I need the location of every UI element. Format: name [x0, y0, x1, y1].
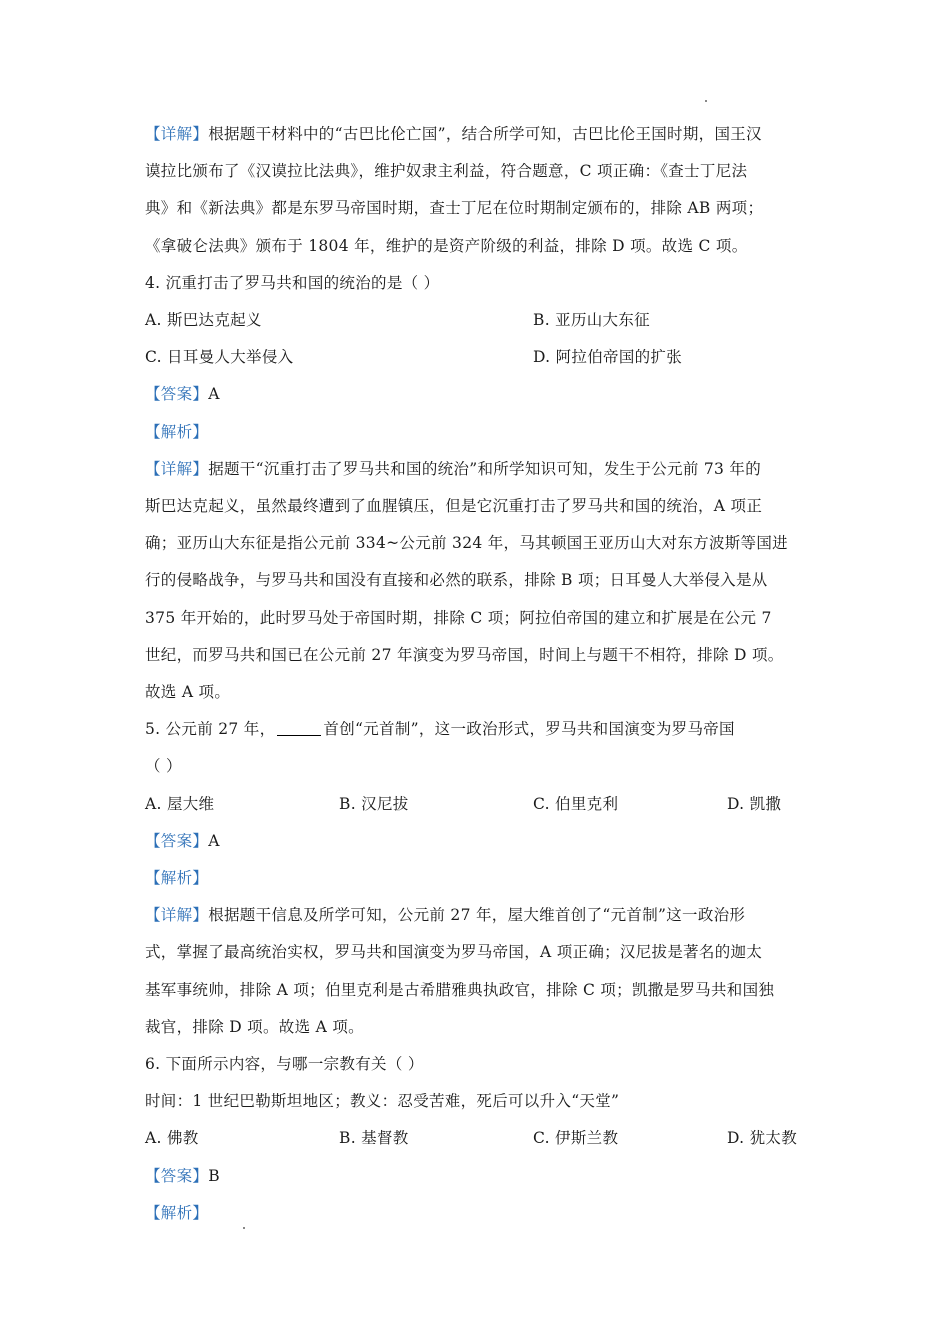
options-row [145, 786, 810, 823]
analysis-label: 【解析】 [145, 1203, 209, 1222]
options-row [145, 1120, 810, 1157]
question-info: 时间：1 世纪巴勒斯坦地区；教义：忍受苦难，死后可以升入“天堂” [145, 1092, 620, 1111]
answer-label: 【答案】 [145, 385, 209, 404]
explain-text: 行的侵略战争，与罗马共和国没有直接和必然的联系，排除 B 项；日耳曼人大举侵入是从 [145, 571, 768, 590]
fill-blank [277, 719, 321, 736]
option-d: D. 凯撒 [727, 794, 782, 813]
question-stem: 5. 公元前 27 年， 首创“元首制”，这一政治形式，罗马共和国演变为罗马帝国 [145, 720, 735, 739]
option-b: B. 基督教 [339, 1129, 409, 1148]
explain-label: 【详解】 [145, 906, 209, 925]
explain-text: 斯巴达克起义，虽然最终遭到了血腥镇压，但是它沉重打击了罗马共和国的统治，A 项正 [145, 497, 763, 516]
explain-text: 谟拉比颁布了《汉谟拉比法典》，维护奴隶主利益，符合题意，C 项正确：《查士丁尼法 [145, 162, 748, 181]
q3-explanation [145, 116, 810, 265]
answer-label: 【答案】 [145, 1166, 209, 1185]
answer-value: A [208, 385, 220, 404]
option-d: D. 犹太教 [727, 1129, 798, 1148]
q5-explanation [145, 897, 810, 1046]
options-row [145, 302, 810, 339]
question-stem: 6. 下面所示内容，与哪一宗教有关（ ） [145, 1055, 424, 1074]
explain-text: 根据题干材料中的“古巴比伦亡国”，结合所学可知，古巴比伦王国时期，国王汉 [208, 125, 762, 143]
explain-text: 基军事统帅，排除 A 项；伯里克利是古希腊雅典执政官，排除 C 项；凯撒是罗马共和国独 [145, 980, 775, 999]
explain-text: 根据题干信息及所学可知，公元前 27 年，屋大维首创了“元首制”这一政治形 [208, 906, 746, 925]
answer-label: 【答案】 [145, 831, 209, 850]
explain-label: 【详解】 [145, 125, 209, 143]
option-c: C. 日耳曼人大举侵入 [145, 348, 294, 367]
answer-line [145, 376, 810, 413]
explain-text: 式，掌握了最高统治实权，罗马共和国演变为罗马帝国，A 项正确；汉尼拔是著名的迦太 [145, 943, 763, 962]
question-stem: 4. 沉重打击了罗马共和国的统治的是（ ） [145, 273, 440, 292]
scan-dot [705, 100, 707, 102]
explain-text: 故选 A 项。 [145, 683, 231, 702]
option-b: B. 汉尼拔 [339, 794, 409, 813]
option-a: A. 佛教 [145, 1129, 199, 1148]
answer-value: B [208, 1166, 220, 1185]
option-d: D. 阿拉伯帝国的扩张 [533, 348, 683, 367]
option-b: B. 亚历山大东征 [533, 311, 650, 330]
option-c: C. 伊斯兰教 [533, 1129, 619, 1148]
option-a: A. 屋大维 [145, 794, 215, 813]
answer-line [145, 1158, 810, 1195]
explain-text: 典》和《新法典》都是东罗马帝国时期，查士丁尼在位时期制定颁布的，排除 AB 两项； [145, 199, 764, 218]
answer-line [145, 823, 810, 860]
explain-text: 裁官，排除 D 项。故选 A 项。 [145, 1017, 364, 1036]
answer-value: A [208, 831, 220, 850]
analysis-label: 【解析】 [145, 869, 209, 888]
explain-text: 375 年开始的，此时罗马处于帝国时期，排除 C 项；阿拉伯帝国的建立和扩展是在公元 7 [145, 608, 772, 627]
analysis-label: 【解析】 [145, 422, 209, 441]
options-row [145, 339, 810, 376]
question-stem-cont: （ ） [145, 757, 182, 776]
explain-text: 据题干“沉重打击了罗马共和国的统治”和所学知识可知，发生于公元前 73 年的 [208, 459, 762, 478]
option-a: A. 斯巴达克起义 [145, 311, 262, 330]
explain-text: 《拿破仑法典》颁布于 1804 年，维护的是资产阶级的利益，排除 D 项。故选 C 项。 [145, 236, 748, 255]
document-page [145, 116, 810, 1232]
explain-label: 【详解】 [145, 459, 209, 478]
explain-text: 世纪，而罗马共和国已在公元前 27 年演变为罗马帝国，时间上与题干不相符，排除 D 项。 [145, 645, 784, 664]
explain-text: 确；亚历山大东征是指公元前 334~公元前 324 年，马其顿国王亚历山大对东方波斯等国进 [145, 534, 788, 553]
q4-explanation [145, 451, 810, 711]
option-c: C. 伯里克利 [533, 794, 619, 813]
